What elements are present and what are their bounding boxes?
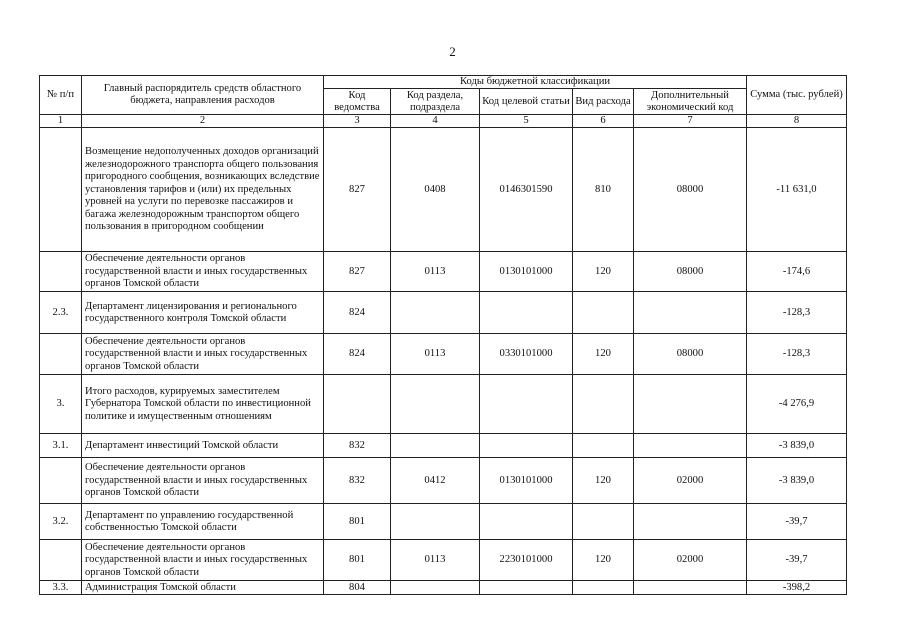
row-dept: [324, 375, 391, 434]
row-no: 3.1.: [40, 434, 82, 458]
row-name: Возмещение недополученных доходов организаций железнодорожного транспорта общего пользования пригородного сообщения, возникающих вследствие установления тарифов и (или) их предельных уровней на услуги по перевозке пассажиров и багажа железнодорожным транспортом общего пользования в пригородном сообщении: [82, 128, 324, 252]
header-target: Код целевой статьи: [480, 89, 573, 115]
row-name: Обеспечение деятельности органов государственной власти и иных государственных органов Томской области: [82, 458, 324, 504]
row-target: 2230101000: [480, 540, 573, 581]
row-section: 0408: [391, 128, 480, 252]
row-name: Обеспечение деятельности органов государственной власти и иных государственных органов Томской области: [82, 252, 324, 292]
row-sum: -128,3: [747, 334, 847, 375]
row-sum: -11 631,0: [747, 128, 847, 252]
row-target: [480, 375, 573, 434]
column-number: 4: [391, 115, 480, 128]
row-name: Администрация Томской области: [82, 581, 324, 595]
table-row: [40, 434, 847, 458]
table-row: [40, 458, 847, 504]
row-exptype: [573, 292, 634, 334]
row-name: Департамент инвестиций Томской области: [82, 434, 324, 458]
row-target: 0330101000: [480, 334, 573, 375]
row-dept: 827: [324, 128, 391, 252]
header-codes-group: Коды бюджетной классификации: [324, 76, 747, 89]
row-name: Департамент по управлению государственной собственностью Томской области: [82, 504, 324, 540]
row-no: [40, 540, 82, 581]
row-econ: [634, 581, 747, 595]
row-no: 3.3.: [40, 581, 82, 595]
header-sum: Сумма (тыс. рублей): [747, 76, 847, 115]
row-no: [40, 128, 82, 252]
column-number: 6: [573, 115, 634, 128]
row-dept: 804: [324, 581, 391, 595]
row-sum: -174,6: [747, 252, 847, 292]
row-sum: -4 276,9: [747, 375, 847, 434]
row-dept: 832: [324, 458, 391, 504]
row-exptype: [573, 581, 634, 595]
column-number: 7: [634, 115, 747, 128]
row-exptype: 120: [573, 540, 634, 581]
header-section: Код раздела, подраздела: [391, 89, 480, 115]
page-number: 2: [449, 44, 456, 59]
row-target: 0130101000: [480, 252, 573, 292]
row-no: [40, 334, 82, 375]
row-sum: -398,2: [747, 581, 847, 595]
row-exptype: 120: [573, 458, 634, 504]
budget-table: [39, 75, 847, 595]
row-name: Департамент лицензирования и регионального государственного контроля Томской области: [82, 292, 324, 334]
column-number: 3: [324, 115, 391, 128]
row-exptype: 810: [573, 128, 634, 252]
row-exptype: [573, 375, 634, 434]
table-row: [40, 252, 847, 292]
row-section: 0113: [391, 540, 480, 581]
row-target: [480, 581, 573, 595]
row-econ: 02000: [634, 458, 747, 504]
column-number: 1: [40, 115, 82, 128]
row-sum: -39,7: [747, 504, 847, 540]
row-target: 0146301590: [480, 128, 573, 252]
row-section: 0113: [391, 252, 480, 292]
row-no: [40, 458, 82, 504]
header-no: № п/п: [40, 76, 82, 115]
row-exptype: 120: [573, 334, 634, 375]
row-target: 0130101000: [480, 458, 573, 504]
table-row: [40, 375, 847, 434]
table-row: [40, 334, 847, 375]
table-row: [40, 292, 847, 334]
row-dept: 827: [324, 252, 391, 292]
row-no: 3.2.: [40, 504, 82, 540]
row-econ: [634, 504, 747, 540]
row-dept: 824: [324, 292, 391, 334]
row-sum: -39,7: [747, 540, 847, 581]
row-dept: 824: [324, 334, 391, 375]
row-name: Обеспечение деятельности органов государственной власти и иных государственных органов Томской области: [82, 334, 324, 375]
header-dept: Код ведомства: [324, 89, 391, 115]
row-section: 0412: [391, 458, 480, 504]
row-dept: 832: [324, 434, 391, 458]
row-section: [391, 292, 480, 334]
header-recipient: Главный распорядитель средств областного бюджета, направления расходов: [82, 76, 324, 115]
row-section: [391, 504, 480, 540]
row-no: 2.3.: [40, 292, 82, 334]
row-target: [480, 504, 573, 540]
row-name: Обеспечение деятельности органов государственной власти и иных государственных органов Томской области: [82, 540, 324, 581]
row-econ: 02000: [634, 540, 747, 581]
column-number: 5: [480, 115, 573, 128]
row-econ: [634, 292, 747, 334]
row-sum: -3 839,0: [747, 458, 847, 504]
row-sum: -128,3: [747, 292, 847, 334]
row-dept: 801: [324, 540, 391, 581]
table-row: [40, 504, 847, 540]
table-row: [40, 540, 847, 581]
header-econ: Дополнительный экономический код: [634, 89, 747, 115]
row-exptype: 120: [573, 252, 634, 292]
row-exptype: [573, 434, 634, 458]
row-target: [480, 292, 573, 334]
row-name: Итого расходов, курируемых заместителем Губернатора Томской области по инвестиционной политике и имущественным отношениям: [82, 375, 324, 434]
row-econ: [634, 375, 747, 434]
row-exptype: [573, 504, 634, 540]
header-exptype: Вид расхода: [573, 89, 634, 115]
column-number: 8: [747, 115, 847, 128]
row-section: 0113: [391, 334, 480, 375]
table-row: [40, 128, 847, 252]
row-dept: 801: [324, 504, 391, 540]
row-section: [391, 581, 480, 595]
column-number: 2: [82, 115, 324, 128]
row-econ: 08000: [634, 128, 747, 252]
row-no: 3.: [40, 375, 82, 434]
row-econ: 08000: [634, 334, 747, 375]
row-no: [40, 252, 82, 292]
row-section: [391, 434, 480, 458]
row-sum: -3 839,0: [747, 434, 847, 458]
row-econ: [634, 434, 747, 458]
table-row: [40, 581, 847, 595]
row-econ: 08000: [634, 252, 747, 292]
row-section: [391, 375, 480, 434]
column-number-row: [40, 115, 847, 128]
row-target: [480, 434, 573, 458]
